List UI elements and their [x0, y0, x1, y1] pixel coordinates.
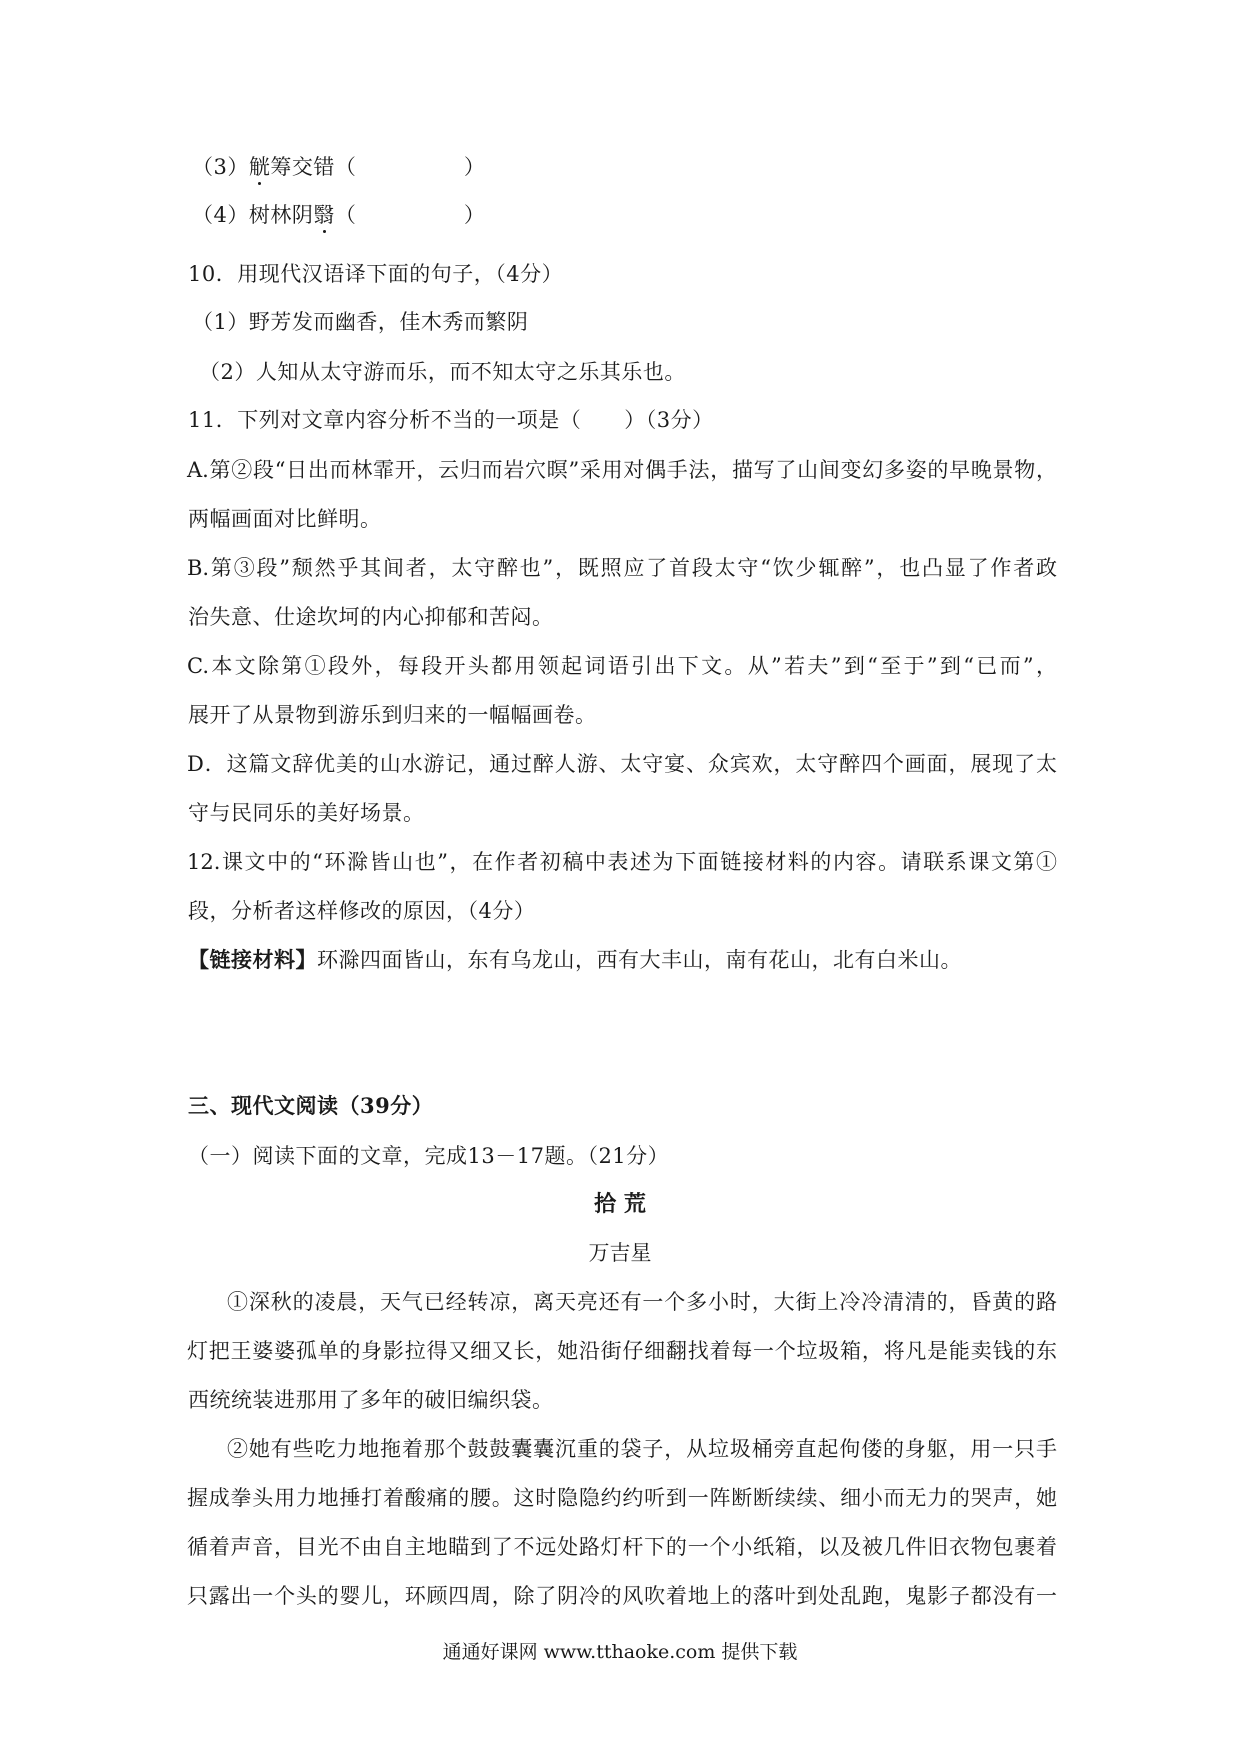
q11-option-c-line2: 展开了从景物到游乐到归来的一幅幅画卷。 — [188, 703, 597, 727]
q11-option-b-line2: 治失意、仕途坎坷的内心抑郁和苦闷。 — [188, 605, 554, 629]
q12-line2: 段，分析者这样修改的原因，（4分） — [188, 899, 536, 923]
link-material-label: 【链接材料】 — [188, 947, 317, 972]
article-title: 拾 荒 — [594, 1191, 646, 1217]
article-paragraph-1-line3: 西统统装进那用了多年的破旧编织袋。 — [188, 1388, 554, 1412]
q9-item-3-dotted-char: 觥 — [248, 155, 271, 179]
page-footer: 通通好课网 www.tthaoke.com 提供下载 — [442, 1641, 798, 1663]
q10-item-1: （1）野芳发而幽香，佳木秀而繁阴 — [192, 310, 529, 334]
q12-line1: 12.课文中的“环滁皆山也”，在作者初稿中表述为下面链接材料的内容。请联系课文第① — [187, 850, 1057, 874]
q11-stem: 11．下列对文章内容分析不当的一项是（ ）（3分） — [188, 408, 714, 432]
article-paragraph-2-line1: ②她有些吃力地拖着那个鼓鼓囊囊沉重的袋子，从垃圾桶旁直起佝偻的身躯，用一只手 — [227, 1437, 1057, 1461]
q9-item-3 — [192, 152, 485, 182]
q9-item-4 — [192, 200, 485, 230]
article-paragraph-2-line2: 握成拳头用力地捶打着酸痛的腰。这时隐隐约约听到一阵断断续续、细小而无力的哭声，她 — [187, 1486, 1057, 1510]
q9-item-4-dotted-char: 翳 — [313, 203, 335, 227]
q11-option-a-line2: 两幅画面对比鲜明。 — [188, 507, 382, 531]
q9-item-3-rest: 筹交错（ ） — [270, 155, 486, 179]
article-author: 万吉星 — [588, 1241, 652, 1265]
q10-stem: 10．用现代汉语译下面的句子，（4分） — [188, 262, 564, 286]
q11-option-a-line1: A.第②段“日出而林霏开，云归而岩穴暝”采用对偶手法，描写了山间变幻多姿的早晚景物， — [187, 458, 1057, 482]
link-material-text: 环滁四面皆山，东有乌龙山，西有大丰山，南有花山，北有白米山。 — [317, 948, 962, 972]
q11-option-d-line2: 守与民同乐的美好场景。 — [188, 801, 425, 825]
article-paragraph-1-line2: 灯把王婆婆孤单的身影拉得又细又长，她沿街仔细翻找着每一个垃圾箱，将凡是能卖钱的东 — [187, 1339, 1057, 1363]
article-paragraph-2-line3: 循着声音，目光不由自主地瞄到了不远处路灯杆下的一个小纸箱，以及被几件旧衣物包裹着 — [187, 1535, 1057, 1559]
article-paragraph-2-line4: 只露出一个头的婴儿，环顾四周，除了阴冷的风吹着地上的落叶到处乱跑，鬼影子都没有一 — [187, 1584, 1057, 1608]
q11-option-c-line1: C.本文除第①段外，每段开头都用领起词语引出下文。从”若夫”到“至于”到“已而”， — [187, 654, 1057, 678]
section-3-heading: 三、现代文阅读（39分） — [188, 1093, 434, 1118]
link-material — [188, 945, 962, 975]
article-paragraph-1-line1: ①深秋的凌晨，天气已经转凉，离天亮还有一个多小时，大街上冷冷清清的，昏黄的路 — [227, 1290, 1057, 1314]
q9-item-4-prefix: （4）树林阴 — [192, 203, 314, 227]
q11-option-d-line1: D．这篇文辞优美的山水游记，通过醉人游、太守宴、众宾欢，太守醉四个画面，展现了太 — [187, 752, 1057, 776]
q11-option-b-line1: B.第③段”颓然乎其间者，太守醉也”，既照应了首段太守“饮少辄醉”，也凸显了作者政 — [187, 556, 1057, 580]
q10-item-2: （2）人知从太守游而乐，而不知太守之乐其乐也。 — [199, 360, 686, 384]
q9-item-4-rest: （ ） — [334, 203, 486, 227]
q9-item-3-prefix: （3） — [192, 155, 249, 179]
section-3-subheading: （一）阅读下面的文章，完成13－17题。（21分） — [188, 1144, 670, 1168]
